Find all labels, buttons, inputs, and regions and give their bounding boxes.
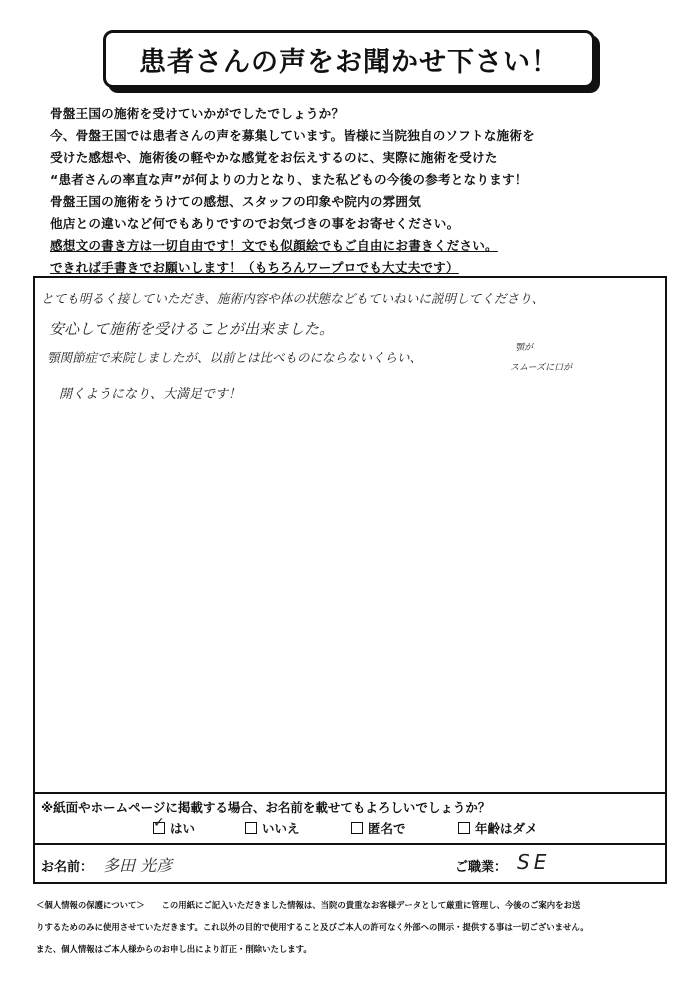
comment-note: スムーズに口が — [510, 363, 573, 373]
intro-line: “患者さんの率直な声”が何よりの力となり、また私どもの今後の参考となります！ — [50, 172, 528, 187]
checkbox-no-age[interactable] — [458, 822, 470, 834]
comment-line: 開くようになり、大満足です！ — [59, 387, 242, 402]
intro-line: 他店との違いなど何でもありですのでお気づきの事をお寄せください。 — [50, 216, 460, 231]
name-label: お名前： — [41, 860, 94, 875]
occupation-label: ご職業： — [455, 860, 508, 875]
name-occupation-row — [35, 843, 665, 884]
intro-line: 受けた感想や、施術後の軽やかな感覚をお伝えするのに、実際に施術を受けた — [50, 150, 498, 165]
option-label: 匿名で — [368, 821, 406, 836]
consent-options — [35, 815, 665, 841]
name-field[interactable]: 多田 光彦 — [103, 856, 173, 875]
intro-line: 骨盤王国の施術をうけての感想、スタッフの印象や院内の雰囲気 — [50, 194, 422, 209]
intro-line: 骨盤王国の施術を受けていかがでしたでしょうか？ — [50, 106, 345, 121]
intro-line: 今、骨盤王国では患者さんの声を募集しています。皆様に当院独自のソフトな施術を — [50, 128, 535, 143]
comment-line: 顎関節症で来院しましたが、以前とは比べものにならないくらい、 — [47, 350, 423, 365]
survey-form — [33, 276, 667, 884]
option-label: 年齢はダメ — [475, 821, 538, 836]
comment-note: 顎が — [515, 343, 534, 353]
checkbox-yes[interactable] — [153, 815, 165, 834]
checkbox-anonymous[interactable] — [351, 822, 363, 834]
checkbox-no[interactable] — [245, 822, 257, 834]
option-anonymous[interactable] — [351, 819, 406, 837]
consent-question: ※紙面やホームページに掲載する場合、お名前を載せてもよろしいでしょうか？ — [41, 800, 491, 815]
option-yes[interactable] — [153, 815, 196, 837]
privacy-line: また、個人情報はご本人様からのお申し出により訂正・削除いたします。 — [36, 944, 312, 954]
option-no[interactable] — [245, 819, 300, 837]
intro-text — [50, 103, 670, 279]
option-label: はい — [170, 821, 196, 836]
option-label: いいえ — [262, 821, 300, 836]
comment-line: 安心して施術を受けることが出来ました。 — [49, 320, 335, 338]
title-banner — [103, 30, 595, 88]
comment-line: とても明るく接していただき、施術内容や体の状態などもていねいに説明してくださり、 — [41, 291, 545, 306]
check-mark-icon: ✓ — [153, 815, 165, 831]
occupation-field[interactable]: SE — [517, 850, 551, 874]
publication-consent — [35, 792, 665, 845]
privacy-line: りするためのみに使用させていただきます。これ以外の目的で使用すること及びご本人の許可なく外部への開示・提供する事は一切ございません。 — [36, 922, 589, 932]
comment-area[interactable] — [35, 278, 665, 792]
option-no-age[interactable] — [458, 819, 538, 837]
intro-line: できれば手書きでお願いします！（もちろんワープロでも大丈夫です） — [50, 260, 459, 275]
privacy-notice — [36, 894, 666, 960]
privacy-line: ＜個人情報の保護について＞ この用紙にご記入いただきました情報は、当院の貴重なお客様データとして厳重に管理し、今後のご案内をお送 — [36, 900, 581, 910]
intro-line: 感想文の書き方は一切自由です！文でも似顔絵でもご自由にお書きください。 — [50, 238, 498, 253]
page-title: 患者さんの声をお聞かせ下さい！ — [139, 46, 559, 78]
